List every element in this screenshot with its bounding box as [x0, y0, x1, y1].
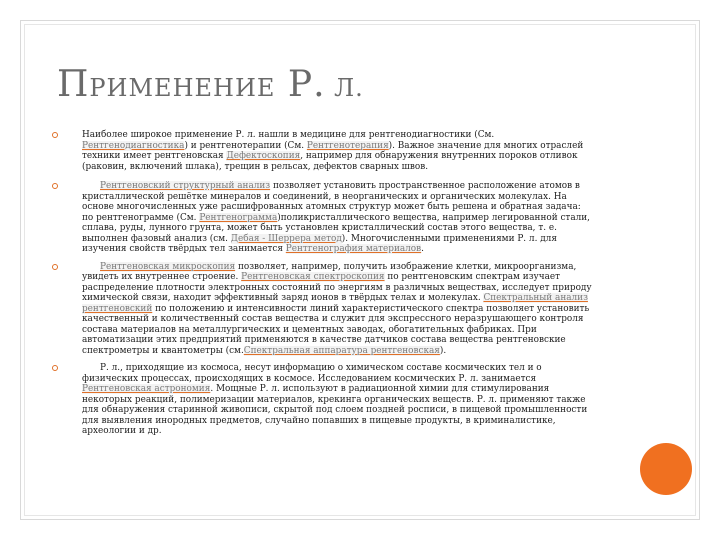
bullet-list	[52, 130, 592, 444]
decorative-circle	[640, 443, 692, 495]
bullet-circle-icon	[52, 365, 58, 371]
page-title	[57, 64, 364, 105]
link-rentgenogramma[interactable]: Рентгенограмма	[199, 212, 278, 223]
title-initial: П	[57, 64, 90, 105]
link-defektoskopiya[interactable]: Дефектоскопия	[226, 151, 301, 161]
link-spectroscopy[interactable]: Рентгеновская спектроскопия	[241, 272, 385, 282]
title-rest: РИМЕНЕНИЕ	[89, 74, 276, 102]
bullet-circle-icon	[52, 183, 58, 189]
list-item: Наиболее широкое применение Р. л. нашли в медицине для рентгенодиагностики (См. Рентгенодиагностика) и рентгенотерапии (См. Рентгенотерапия). Важное значение для многих отраслей техники имеет рентгеновская Дефектоскопия, например для обнаружения внутренних пороков отливок (раковин, включений шлака), трещин в рельсах, дефектов сварных швов.	[52, 130, 592, 172]
link-rentgenoterapiya[interactable]: Рентгенотерапия	[306, 140, 389, 151]
link-astronomy[interactable]: Рентгеновская астрономия	[82, 384, 211, 394]
link-rentgenodiagnostika[interactable]: Рентгенодиагностика	[82, 140, 185, 151]
link-spectral-apparatus[interactable]: Спектральная аппаратура рентгеновская	[243, 345, 440, 356]
bullet-circle-icon	[52, 264, 58, 270]
link-rentgenografiya-materialov[interactable]: Рентгенография материалов	[285, 244, 422, 254]
list-item: Рентгеновская микроскопия позволяет, например, получить изображение клетки, микроорганизма, увидеть их внутреннее строение. Рентгеновская спектроскопия по рентгеновским спектрам изучает распределение плотности электронных состояний по энергиям в различных веществах, исследует природу химической связи, находит эффективный заряд ионов в твёрдых телах и молекулах. Спектральный анализ рентгеновский по положению и интенсивности линий характеристического спектра позволяет установить качественный и количественный состав вещества и служит для экспрессного неразрушающего контроля состава материалов на металлургических и цементных заводах, обогатительных фабриках. При автоматизации этих предприятий применяются в качестве датчиков состава вещества рентгеновские спектрометры и квантометры (см.Спектральная аппаратура рентгеновская).	[52, 262, 592, 357]
title-rest-2: Л.	[325, 74, 364, 102]
bullet-circle-icon	[52, 132, 58, 138]
list-item: Р. л., приходящие из космоса, несут информацию о химическом составе космических тел и о физических процессах, происходящих в космосе. Исследованием космических Р. л. занимается Рентгеновская астрономия. Мощные Р. л. используют в радиационной химии для стимулирования некоторых реакций, полимеризации материалов, крекинга органических веществ. Р. л. применяют также для обнаружения старинной живописи, скрытой под слоем поздней росписи, в пищевой промышленности для выявления инородных предметов, случайно попавших в пищевые продукты, в криминалистике, археологии и др.	[52, 363, 592, 437]
link-spectral-analysis[interactable]: Спектральный анализ рентгеновский	[82, 293, 588, 314]
link-microscopy[interactable]: Рентгеновская микроскопия	[100, 261, 236, 272]
title-initial-2: Р.	[275, 64, 326, 105]
list-item: Рентгеновский структурный анализ позволяет установить пространственное расположение атомов в кристаллической решётке минералов и соединений, в неорганических и органических молекулах. На основе многочисленных уже расшифрованных атомных структур может быть решена и обратная задача: по рентгенограмме (См. Рентгенограмма)поликристаллического вещества, например легированной стали, сплава, руды, лунного грунта, может быть установлен кристаллический состав этого вещества, т. е. выполнен фазовый анализ (см. Дебая - Шеррера метод). Многочисленными применениями Р. л. для изучения свойств твёрдых тел занимается Рентгенография материалов.	[52, 181, 592, 255]
link-debye-scherrer[interactable]: Дебая - Шеррера метод	[230, 233, 342, 244]
link-structural-analysis[interactable]: Рентгеновский структурный анализ	[100, 181, 271, 191]
